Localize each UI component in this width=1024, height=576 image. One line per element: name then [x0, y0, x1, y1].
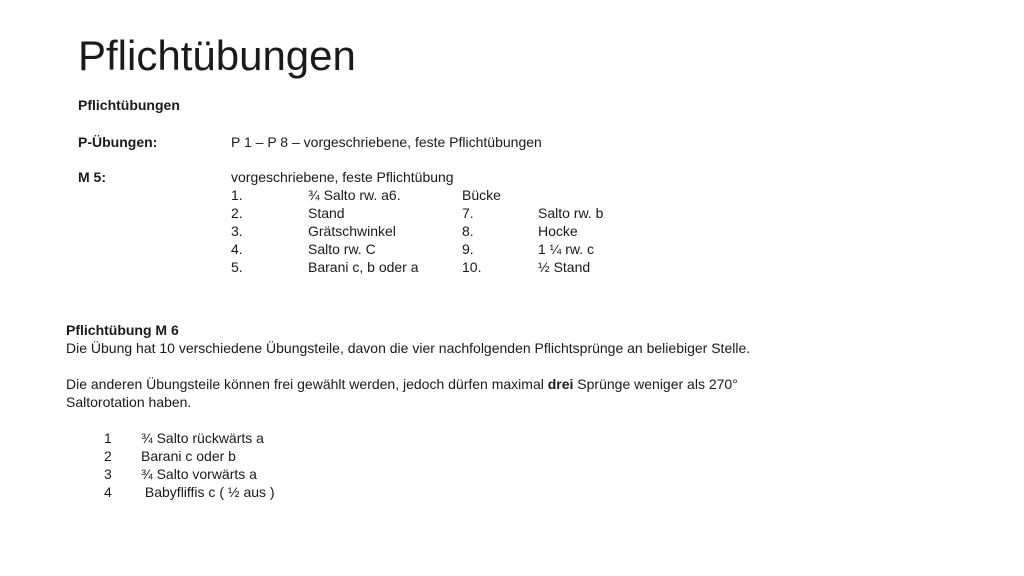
m6-item-number: 1 — [104, 430, 112, 446]
list-item-text: ¾ Salto rw. a6. — [308, 187, 401, 203]
m6-paragraph-2 — [66, 375, 756, 411]
list-item-text: Barani c, b oder a — [308, 259, 419, 275]
m5-label: M 5: — [78, 169, 106, 185]
emphasis-drei: drei — [547, 376, 574, 392]
list-item-text: Stand — [308, 205, 345, 221]
m6-item-text: Babyfliffis c ( ½ aus ) — [141, 484, 275, 500]
list-item-number: 3. — [231, 223, 243, 239]
m6-item-number: 4 — [104, 484, 112, 500]
list-item-text: 1 ¼ rw. c — [538, 241, 595, 257]
section-heading: Pflichtübungen — [78, 97, 180, 113]
list-item-text: Grätschwinkel — [308, 223, 396, 239]
list-item-number: 5. — [231, 259, 243, 275]
p-uebungen-label: P-Übungen: — [78, 134, 158, 150]
slide-title: Pflichtübungen — [78, 32, 356, 79]
list-item-number: 2. — [231, 205, 243, 221]
m6-paragraph-1: Die Übung hat 10 verschiedene Übungsteile, davon die vier nachfolgenden Pflichtsprünge an beliebiger Stelle. — [66, 340, 751, 356]
m6-paragraph-2-end: Sprünge weniger als 270° Saltorotation haben. — [66, 376, 738, 410]
list-item-text: Salto rw. C — [308, 241, 376, 257]
list-item-number: 1. — [231, 187, 243, 203]
list-item-number: 8. — [462, 223, 474, 239]
m6-item-number: 2 — [104, 448, 112, 464]
list-item-text: Hocke — [538, 223, 578, 239]
list-item-text: Salto rw. b — [538, 205, 604, 221]
m6-item-text: ¾ Salto vorwärts a — [141, 466, 257, 482]
m5-text: vorgeschriebene, feste Pflichtübung — [231, 169, 454, 185]
list-item-number: 4. — [231, 241, 243, 257]
m6-heading: Pflichtübung M 6 — [66, 322, 179, 338]
p-uebungen-text: P 1 – P 8 – vorgeschriebene, feste Pflichtübungen — [231, 134, 542, 150]
m6-item-text: ¾ Salto rückwärts a — [141, 430, 264, 446]
list-item-text: Bücke — [462, 187, 501, 203]
list-item-number: 10. — [462, 259, 482, 275]
m6-item-number: 3 — [104, 466, 112, 482]
m6-item-text: Barani c oder b — [141, 448, 236, 464]
m6-paragraph-2-start: Die anderen Übungsteile können frei gewählt werden, jedoch dürfen maximal — [66, 376, 548, 392]
list-item-number: 7. — [462, 205, 474, 221]
list-item-number: 9. — [462, 241, 474, 257]
list-item-text: ½ Stand — [538, 259, 591, 275]
